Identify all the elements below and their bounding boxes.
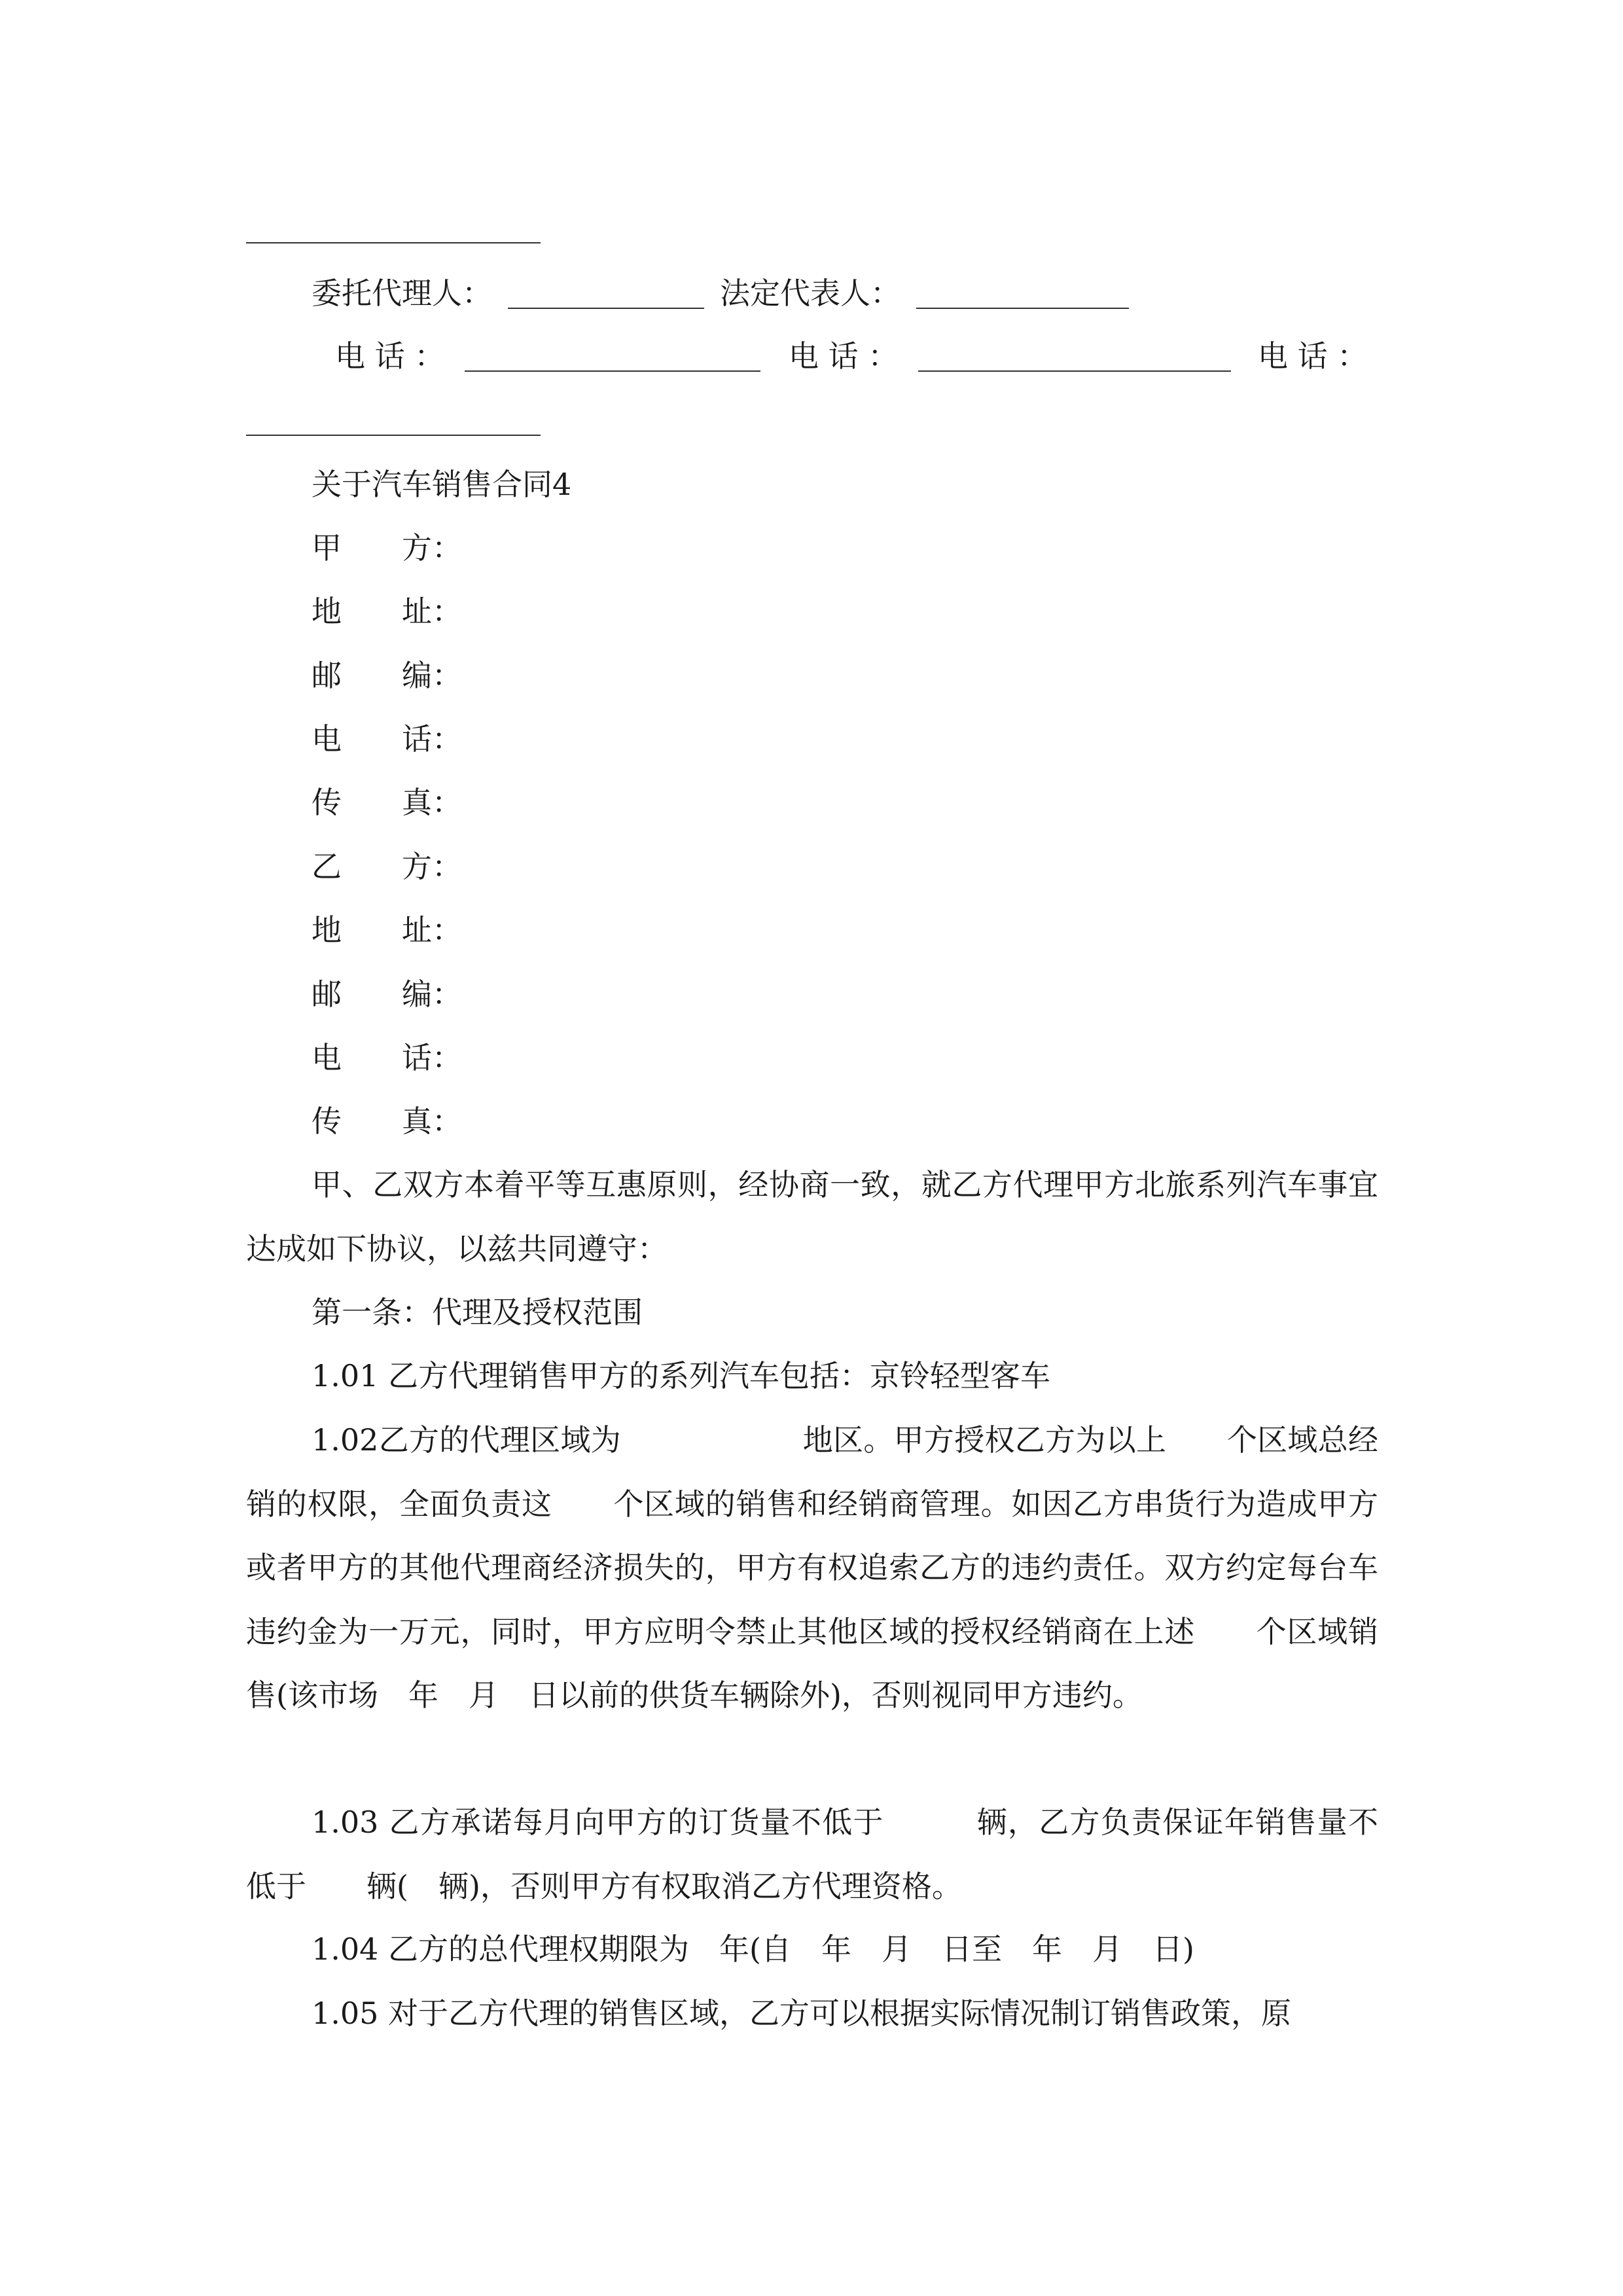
party-a-label: 甲 方： [312, 530, 462, 565]
party-b-phone-label: 电 话： [312, 1040, 462, 1075]
party-a-fax-label: 传 真： [312, 785, 462, 820]
clause-1-04: 1.04 乙方的总代理权期限为 年(自 年 月 日至 年 月 日) [312, 1931, 1194, 1967]
party-b-address-label: 地 址： [312, 912, 462, 948]
phone-blank-line-1 [465, 370, 760, 372]
party-a-address-label: 地 址： [312, 594, 462, 629]
party-b-label: 乙 方： [312, 849, 462, 884]
intro-paragraph: 甲、乙双方本着平等互惠原则，经协商一致，就乙方代理甲方北旅系列汽车事宜达成如下协议，以兹共同遵守： [246, 1167, 1378, 1266]
article-1-title: 第一条：代理及授权范围 [312, 1295, 643, 1330]
signature-blank-line [246, 242, 541, 243]
phone-label-1: 电 话 ： [335, 338, 445, 374]
legal-rep-label: 法定代表人： [720, 276, 901, 311]
phone-blank-line-3 [246, 435, 541, 436]
clause-1-01: 1.01 乙方代理销售甲方的系列汽车包括：京铃轻型客车 [312, 1358, 1051, 1393]
party-b-postcode-label: 邮 编： [312, 977, 462, 1012]
clause-1-02: 1.02乙方的代理区域为 地区。甲方授权乙方为以上 个区域总经销的权限，全面负责这 个区域的销售和经销商管理。如因乙方串货行为造成甲方或者甲方的其他代理商经济损失的，甲方有权追索乙方的违约责任。双方约定每台车违约金为一万元，同时，甲方应明令禁止其他区域的授权经销商在上述 个区域销售(该市场 年 月 日以前的供货车辆除外)，否则视同甲方违约。 [246, 1422, 1378, 1713]
agent-blank-line [508, 308, 704, 309]
party-a-postcode-label: 邮 编： [312, 658, 462, 693]
clause-1-03: 1.03 乙方承诺每月向甲方的订货量不低于 辆，乙方负责保证年销售量不低于 辆( 辆)，否则甲方有权取消乙方代理资格。 [246, 1804, 1378, 1904]
legal-rep-blank-line [916, 308, 1129, 309]
agent-label: 委托代理人： [312, 276, 492, 311]
contract-title: 关于汽车销售合同4 [312, 467, 572, 502]
phone-blank-line-2 [918, 370, 1231, 372]
clause-1-05: 1.05 对于乙方代理的销售区域，乙方可以根据实际情况制订销售政策，原 [312, 1996, 1292, 2031]
party-a-phone-label: 电 话： [312, 721, 462, 757]
phone-label-2: 电 话 ： [789, 338, 899, 374]
party-b-fax-label: 传 真： [312, 1103, 462, 1139]
phone-label-3: 电 话 ： [1258, 338, 1368, 374]
